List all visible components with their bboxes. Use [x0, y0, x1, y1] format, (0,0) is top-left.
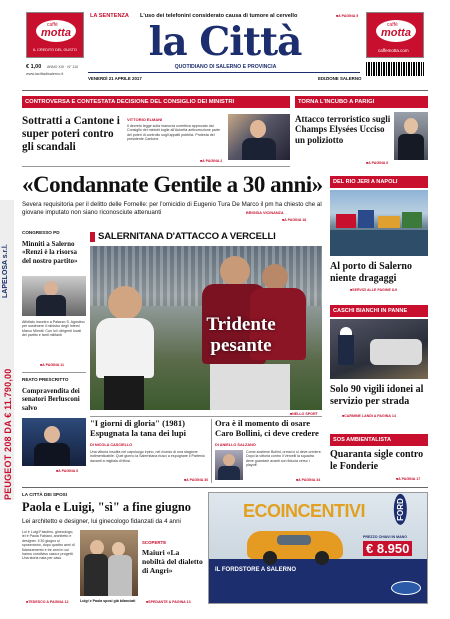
ad-right-url: caffemotta.com: [378, 48, 409, 53]
mid-left-headline[interactable]: "I giorni di gloria" (1981) Espugnata la tana dei lupi: [90, 418, 186, 438]
ford-ad-title: ECOINCENTIVI: [243, 501, 366, 521]
sport-kicker: SALERNITANA D'ATTACCO A VERCELLI: [98, 231, 276, 242]
masthead-subtitle: QUOTIDIANO DI SALERNO E PROVINCIA: [174, 64, 277, 70]
lead-right-kicker: TORNA L'INCUBO A PARIGI: [295, 96, 428, 108]
mid-right-byline: DI ANIELLO SALZANO: [215, 443, 256, 447]
mid-right-headline[interactable]: Ora è il momento di osare Caro Bollini, ci deve credere: [215, 418, 319, 438]
ad-left-brand: caffè: [47, 22, 58, 28]
edition: EDIZIONE SALERNO: [318, 76, 362, 81]
ad-right-brand: caffè: [387, 22, 398, 28]
main-headline[interactable]: «Condannate Gentile a 30 anni»: [22, 172, 323, 197]
teaser-text[interactable]: L'uso dei telefonini considerato causa di tumore al cervello: [140, 13, 298, 19]
mid-right-body: Come sostiene Bollini, ormai ci si deve credere. Dopo la vittoria contro il Vercelli la squadra deve guardare avanti con fiducia verso i playoff.: [246, 450, 322, 468]
price-note: ANNO XIX · N° 110: [47, 65, 79, 69]
lead-left-kicker: CONTROVERSA E CONTESTATA DECISIONE DEL CONSIGLIO DEI MINISTRI: [22, 96, 290, 108]
left-headline-2[interactable]: Compravendita dei senatori Berlusconi salvo: [22, 387, 80, 412]
lead-left-page: ■ A PAGINA 2: [200, 159, 222, 163]
sidebar-ad-text-1: PEUGEOT 208 DA € 11.790,00: [3, 368, 13, 500]
ford-dealer: IL FORDSTORE A SALERNO: [215, 567, 297, 573]
date: VENERDÌ 21 APRILE 2017: [88, 76, 142, 81]
ford-ad[interactable]: [208, 492, 428, 604]
ford-logo-icon: [391, 581, 421, 595]
mid-left-byline: DI NICOLA CASCIELLO: [90, 443, 133, 447]
teaser-page: ■ A PAGINA 5: [336, 14, 358, 18]
left-headline-1[interactable]: Minniti a Salerno «Renzi è la risorsa del nostro partito»: [22, 240, 78, 265]
main-deck: Severa requisitoria per il delitto delle Fornelle: per l'omicidio di Eugenio Tura De Marco il pm ha chiesto che al giovane imputato non siano riconosciute attenuanti: [22, 201, 322, 216]
ford-price: € 8.950: [363, 541, 412, 556]
site-url: www.lacittadisalerno.it: [26, 72, 64, 76]
minniti-photo: [22, 276, 86, 316]
bottom-kicker-2: SCOPERTE: [142, 540, 167, 545]
right-kicker-2: CASCHI BIANCHI IN PANNE: [330, 305, 428, 317]
price: € 1,00: [26, 64, 42, 70]
berlusconi-photo: [22, 418, 86, 466]
right-page-2: ■ CARMINE LANDI A PAGINA 14: [342, 414, 396, 418]
sidebar-ad-text-2: LAPELOSA s.r.l.: [2, 244, 9, 298]
lead-left-byline: VITTORIO ELMANI: [127, 117, 163, 122]
left-kicker-2: REATO PRESCRITTO: [22, 377, 69, 382]
right-page-3: ■ A PAGINA 17: [396, 477, 420, 481]
bottom-deck: Lei architetto e designer, lui ginecologo fidanzati da 4 anni: [22, 518, 181, 525]
ford-ad-brand: FORD: [394, 494, 407, 525]
left-page-2: ■ A PAGINA 6: [56, 469, 78, 473]
bottom-caption: Luigi e Paola sposi già bilanciati: [80, 599, 136, 603]
bottom-page-2: ■ SPEDANTE A PAGINA 13: [146, 600, 191, 604]
right-headline-1[interactable]: Al porto di Salerno niente dragaggi: [330, 261, 412, 284]
bollini-photo: [215, 450, 243, 480]
ad-right[interactable]: [366, 12, 424, 58]
lead-right-photo: [394, 112, 428, 160]
ad-left-name: motta: [41, 27, 71, 39]
mid-right-page: ■ A PAGINA 34: [296, 478, 320, 482]
lead-left-photo: [228, 114, 290, 160]
bottom-kicker: LA CITTÀ DEI SPOSI: [22, 492, 68, 497]
port-photo: [330, 190, 428, 256]
lead-right-page: ■ A PAGINA 6: [366, 161, 388, 165]
left-kicker-1: CONGRESSO PD: [22, 230, 60, 235]
sport-overlay: Tridente pesante: [206, 314, 276, 356]
bottom-body: Lui è Luigi Fasolino, ginecologo, lei è Paola Fabiani, architetto e designer. Il 30 giugno si sposeranno, dopo quattro anni di fidanzamento e tre anni in cui hanno condiviso casa e progetti. Una storia nata per caso.: [22, 530, 75, 561]
barcode: [366, 62, 424, 76]
right-kicker-3: SOS AMBIENTALISTA: [330, 434, 428, 446]
vigili-photo: [330, 319, 428, 379]
right-headline-2[interactable]: Solo 90 vigili idonei al servizio per strada: [330, 384, 424, 407]
bottom-headline[interactable]: Paola e Luigi, "sì" a fine giugno: [22, 500, 192, 514]
lead-left-headline[interactable]: Sottratti a Cantone i super poteri contro gli scandali: [22, 115, 120, 153]
couple-photo: [80, 530, 138, 596]
right-headline-3[interactable]: Quaranta sigle contro le Fonderie: [330, 449, 424, 472]
ad-left-sub: IL CREDITO DEL GUSTO: [33, 48, 77, 52]
ad-left[interactable]: [26, 12, 84, 58]
bottom-page: ■ TEDESCO A PAGINA 12: [26, 600, 68, 604]
left-body-1: Affollato incontro a Palazzo S. Agostino per sostenere il ministro degli Interni Marco Minniti. Con lui i dirigenti locali del partito e tanti militanti: [22, 320, 85, 338]
teaser-kicker: LA SENTENZA: [90, 13, 129, 19]
right-kicker-1: DEL RIO JERI A NAPOLI: [330, 176, 428, 188]
main-byline: BRIGIDA VICINANZA: [246, 211, 284, 215]
ford-car: [247, 531, 343, 559]
bottom-headline-2[interactable]: Maiuri «La nobiltà del dialetto di Angri»: [142, 548, 203, 575]
left-page-1: ■ A PAGINA 11: [40, 363, 64, 367]
masthead: la Città: [148, 19, 302, 65]
lead-left-body: Il decreto legge sulla manovra correttiva approvato dal Consiglio dei ministri toglie all'Autorità anticorruzione parte dei poteri di controllo sugli appalti pubblici. Protesta del presidente Cantone.: [127, 124, 220, 142]
right-page-1: ■ SERVIZI ALLE PAGINE 8-9: [350, 288, 397, 292]
sport-page: ■ NELLO SPORT: [290, 412, 318, 416]
main-page: ■ A PAGINA 18: [282, 218, 306, 222]
mid-left-page: ■ A PAGINA 30: [184, 478, 208, 482]
ford-price-note: PREZZO CHIAVI IN MANO: [363, 535, 408, 539]
lead-right-headline[interactable]: Attacco terroristico sugli Champs Elysées Ucciso un poliziotto: [295, 114, 391, 145]
mid-left-body: Una vittoria insolita nel capoluogo irpino, nel ricordo di una stagione indimenticabile. Quel giorno la Salernitana riuscì a espugnare il Partenio davanti a migliaia di tifosi.: [90, 450, 205, 463]
ad-right-name: motta: [381, 27, 411, 39]
